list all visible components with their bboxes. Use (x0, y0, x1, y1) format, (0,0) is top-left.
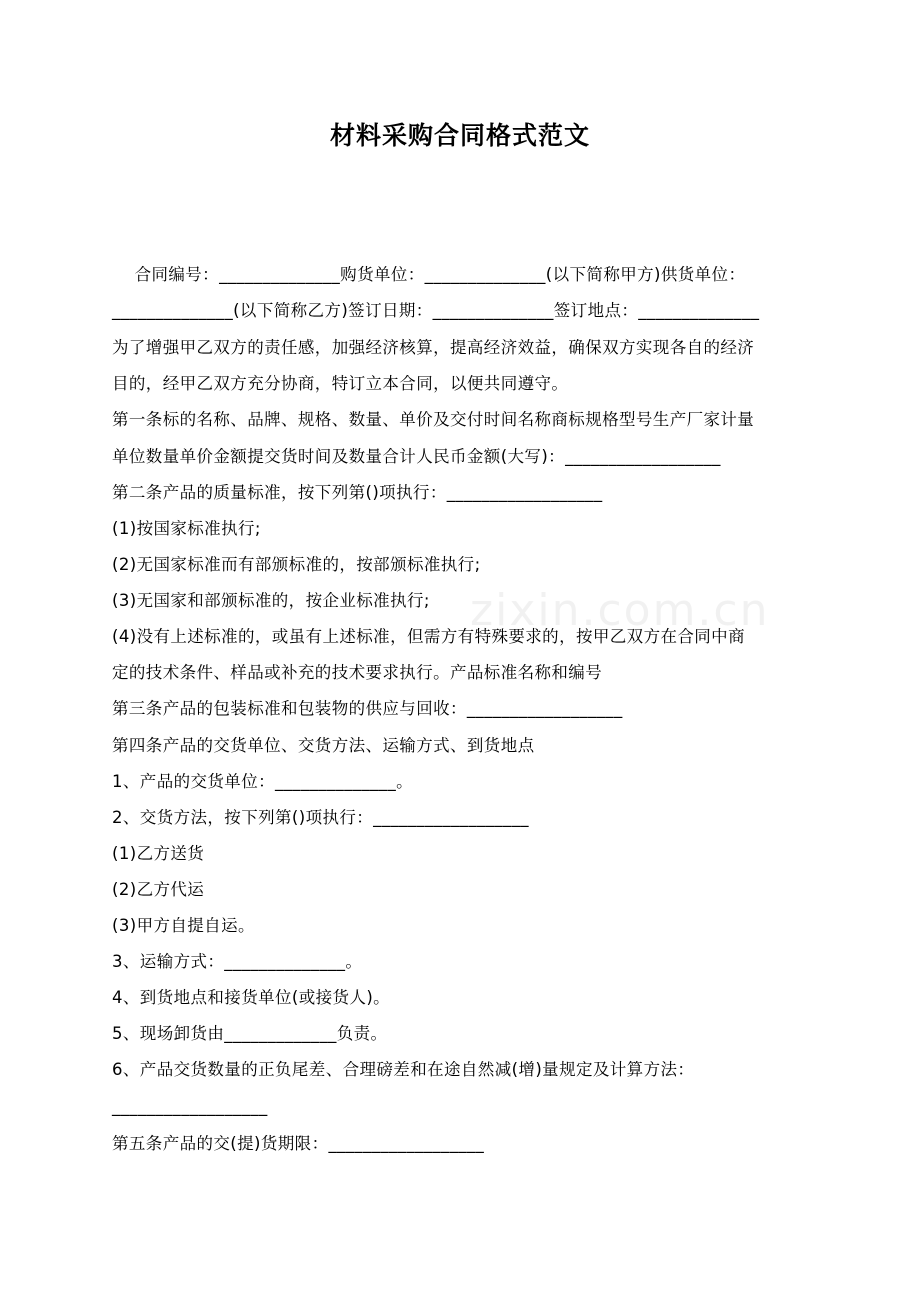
line-article-2-item-4-a: (4)没有上述标准的，或虽有上述标准，但需方有特殊要求的，按甲乙双方在合同中商 (112, 627, 745, 646)
line-article-2-item-1: (1)按国家标准执行; (112, 519, 261, 538)
line-delivery-option-2: (2)乙方代运 (112, 880, 205, 899)
line-article-1-a: 第一条标的名称、品牌、规格、数量、单价及交付时间名称商标规格型号生产厂家计量 (112, 410, 755, 429)
line-article-4-item-3: 3、运输方式：______________。 (112, 952, 363, 971)
line-article-2-item-3: (3)无国家和部颁标准的，按企业标准执行; (112, 591, 430, 610)
line-article-4-item-6-blank: __________________ (112, 1097, 268, 1116)
line-purpose-1: 为了增强甲乙双方的责任感，加强经济核算，提高经济效益，确保双方实现各自的经济 (112, 338, 755, 357)
line-party-b-date-place: ______________(以下简称乙方)签订日期：______________签订地点：______________ (112, 301, 760, 320)
line-article-4-item-6: 6、产品交货数量的正负尾差、合理磅差和在途自然减(增)量规定及计算方法： (112, 1060, 695, 1079)
line-article-2: 第二条产品的质量标准，按下列第()项执行：__________________ (112, 483, 603, 502)
line-purpose-2: 目的，经甲乙双方充分协商，特订立本合同，以便共同遵守。 (112, 374, 569, 393)
line-article-4: 第四条产品的交货单位、交货方法、运输方式、到货地点 (112, 736, 535, 755)
line-contract-number: 合同编号：______________购货单位：______________(以下简称甲方)供货单位： (112, 265, 746, 284)
line-article-3: 第三条产品的包装标准和包装物的供应与回收：__________________ (112, 699, 623, 718)
line-article-4-item-2: 2、交货方法，按下列第()项执行：__________________ (112, 808, 529, 827)
line-article-2-item-2: (2)无国家标准而有部颁标准的，按部颁标准执行; (112, 555, 481, 574)
line-delivery-option-1: (1)乙方送货 (112, 844, 205, 863)
line-article-2-item-4-b: 定的技术条件、样品或补充的技术要求执行。产品标准名称和编号 (112, 663, 603, 682)
document-title: 材料采购合同格式范文 (329, 121, 590, 150)
line-article-5: 第五条产品的交(提)货期限：__________________ (112, 1134, 485, 1153)
watermark: zixin.com.cn (470, 585, 770, 636)
line-article-4-item-4: 4、到货地点和接货单位(或接货人)。 (112, 988, 391, 1007)
line-delivery-option-3: (3)甲方自提自运。 (112, 916, 255, 935)
line-article-4-item-5: 5、现场卸货由_____________负责。 (112, 1024, 388, 1043)
line-article-4-item-1: 1、产品的交货单位：______________。 (112, 772, 413, 791)
line-article-1-b: 单位数量单价金额提交货时间及数量合计人民币金额(大写)：__________________ (112, 447, 721, 466)
